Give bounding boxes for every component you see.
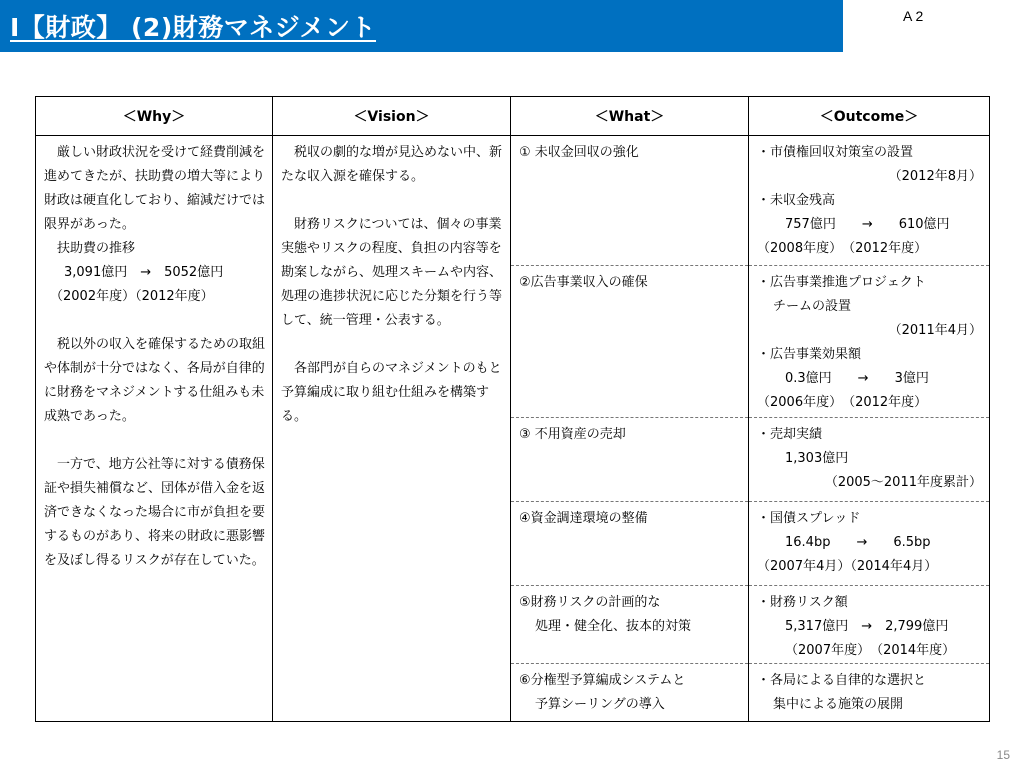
outcome-line: （2011年4月）	[888, 323, 982, 338]
outcome-line: チームの設置	[773, 299, 852, 314]
outcome-line: 0.3億円 → 3億円	[785, 371, 929, 386]
what-cell	[511, 664, 749, 722]
why-paragraph-1: 厳しい財政状況を受けて経費削減を進めてきたが、扶助費の増大等により財政は硬直化しており、縮減だけでは限界があった。	[44, 145, 266, 232]
header-vision: ＜Vision＞	[273, 97, 511, 136]
outcome-line: ・未収金残高	[757, 193, 836, 208]
what-item-label: ③ 不用資産の売却	[519, 427, 626, 442]
page-code: A 2	[903, 8, 924, 24]
outcome-cell	[749, 664, 990, 722]
vision-cell	[273, 136, 511, 722]
what-item-label: ④資金調達環境の整備	[519, 511, 648, 526]
outcome-line: （2012年8月）	[888, 169, 982, 184]
vision-paragraph-1: 税収の劇的な増が見込めない中、新たな収入源を確保する。	[281, 145, 503, 184]
header-why: ＜Why＞	[36, 97, 273, 136]
outcome-line: 集中による施策の展開	[773, 697, 904, 712]
financial-management-table	[35, 96, 990, 722]
why-paragraph-4: 一方で、地方公社等に対する債務保証や損失補償など、団体が借入金を返済できなくなった場合に市が負担を要するものがあり、将来の財政に悪影響を及ぼし得るリスクが存在していた。	[44, 457, 266, 568]
what-item-label-cont: 処理・健全化、抜本的対策	[535, 619, 692, 634]
outcome-cell	[749, 136, 990, 266]
why-expense-title: 扶助費の推移	[44, 241, 136, 256]
outcome-line: ・国債スプレッド	[757, 511, 861, 526]
why-cell	[36, 136, 273, 722]
what-cell	[511, 136, 749, 266]
outcome-line: ・売却実績	[757, 427, 823, 442]
outcome-line: 1,303億円	[785, 451, 849, 466]
why-paragraph-3: 税以外の収入を確保するための取組や体制が十分ではなく、各局が自律的に財務をマネジメントする仕組みも未成熟であった。	[44, 337, 266, 424]
outcome-cell	[749, 418, 990, 502]
what-cell	[511, 266, 749, 418]
header-what: ＜What＞	[511, 97, 749, 136]
outcome-line: （2007年4月）（2014年4月）	[757, 559, 938, 574]
outcome-line: 757億円 → 610億円	[785, 217, 950, 232]
outcome-line: ・広告事業推進プロジェクト	[757, 275, 926, 290]
outcome-line: （2006年度） （2012年度）	[757, 395, 928, 410]
what-item-label-cont: 予算シーリングの導入	[535, 697, 665, 712]
what-cell	[511, 586, 749, 664]
header-outcome: ＜Outcome＞	[749, 97, 990, 136]
what-item-label: ②広告事業収入の確保	[519, 275, 648, 290]
outcome-line: ・広告事業効果額	[757, 347, 862, 362]
why-expense-values: 3,091億円 → 5052億円	[64, 265, 224, 280]
what-cell	[511, 418, 749, 502]
table-header-row	[36, 97, 990, 136]
title-bar	[0, 0, 843, 52]
outcome-line: （2005～2011年度累計）	[824, 475, 982, 490]
vision-paragraph-3: 各部門が自らのマネジメントのもと予算編成に取り組む仕組みを構築する。	[281, 361, 502, 424]
outcome-line: ・各局による自律的な選択と	[757, 673, 927, 688]
outcome-line: ・市債権回収対策室の設置	[757, 145, 914, 160]
outcome-cell	[749, 586, 990, 664]
what-cell	[511, 502, 749, 586]
outcome-line: 5,317億円 → 2,799億円	[785, 619, 949, 634]
outcome-line: ・財務リスク額	[757, 595, 848, 610]
what-item-label: ⑥分権型予算編成システムと	[519, 673, 686, 688]
what-item-label: ⑤財務リスクの計画的な	[519, 595, 661, 610]
outcome-cell	[749, 502, 990, 586]
what-item-label: ① 未収金回収の強化	[519, 145, 639, 160]
page-title: Ⅰ【財政】 (2)財務マネジメント	[10, 13, 377, 42]
outcome-line: （2007年度） （2014年度）	[785, 643, 956, 658]
outcome-line: 16.4bp → 6.5bp	[785, 535, 931, 550]
outcome-cell	[749, 266, 990, 418]
page-number: 15	[996, 748, 1010, 762]
vision-paragraph-2: 財務リスクについては、個々の事業実態やリスクの程度、負担の内容等を勘案しながら、処理スキームや内容、処理の進捗状況に応じた分類を行う等して、統一管理・公表する。	[281, 217, 503, 328]
why-expense-years: （2002年度）（2012年度）	[50, 289, 214, 304]
outcome-line: （2008年度） （2012年度）	[757, 241, 928, 256]
table-row	[36, 136, 990, 266]
